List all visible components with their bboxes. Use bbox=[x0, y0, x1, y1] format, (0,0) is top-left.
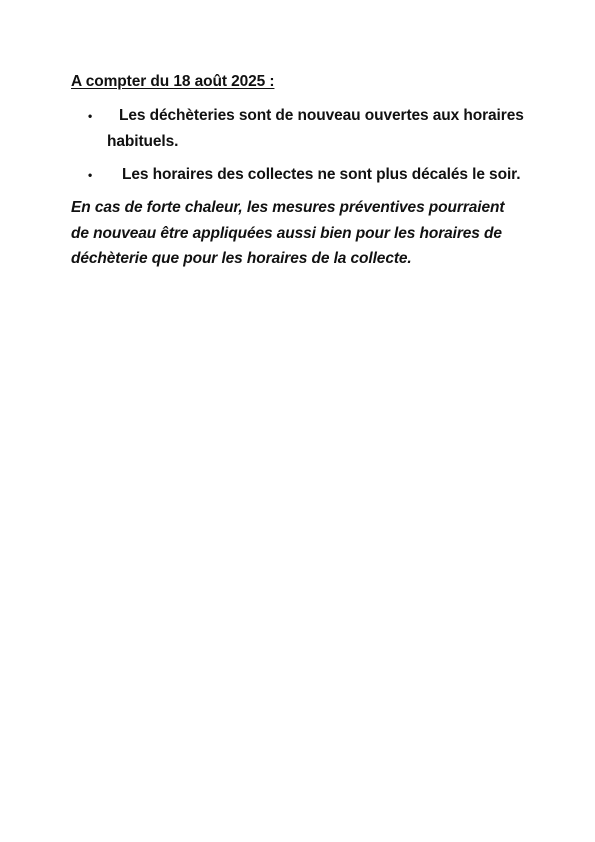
list-item-text: Les horaires des collectes ne sont plus décalés le soir. bbox=[122, 166, 521, 183]
list-item-text: Les déchèteries sont de nouveau ouvertes aux horaires habituels. bbox=[107, 107, 524, 150]
date-heading: A compter du 18 août 2025 : bbox=[71, 73, 275, 90]
announcement-list bbox=[71, 103, 526, 188]
document-body bbox=[71, 71, 526, 272]
bullet-icon: • bbox=[88, 168, 93, 182]
list-item bbox=[71, 103, 526, 155]
bullet-icon: • bbox=[88, 109, 93, 123]
list-item bbox=[71, 162, 526, 188]
heat-warning-note: En cas de forte chaleur, les mesures préventives pourraient de nouveau être appliquées aussi bien pour les horaires de déchèterie que pour les horaires de la collecte. bbox=[71, 199, 505, 267]
